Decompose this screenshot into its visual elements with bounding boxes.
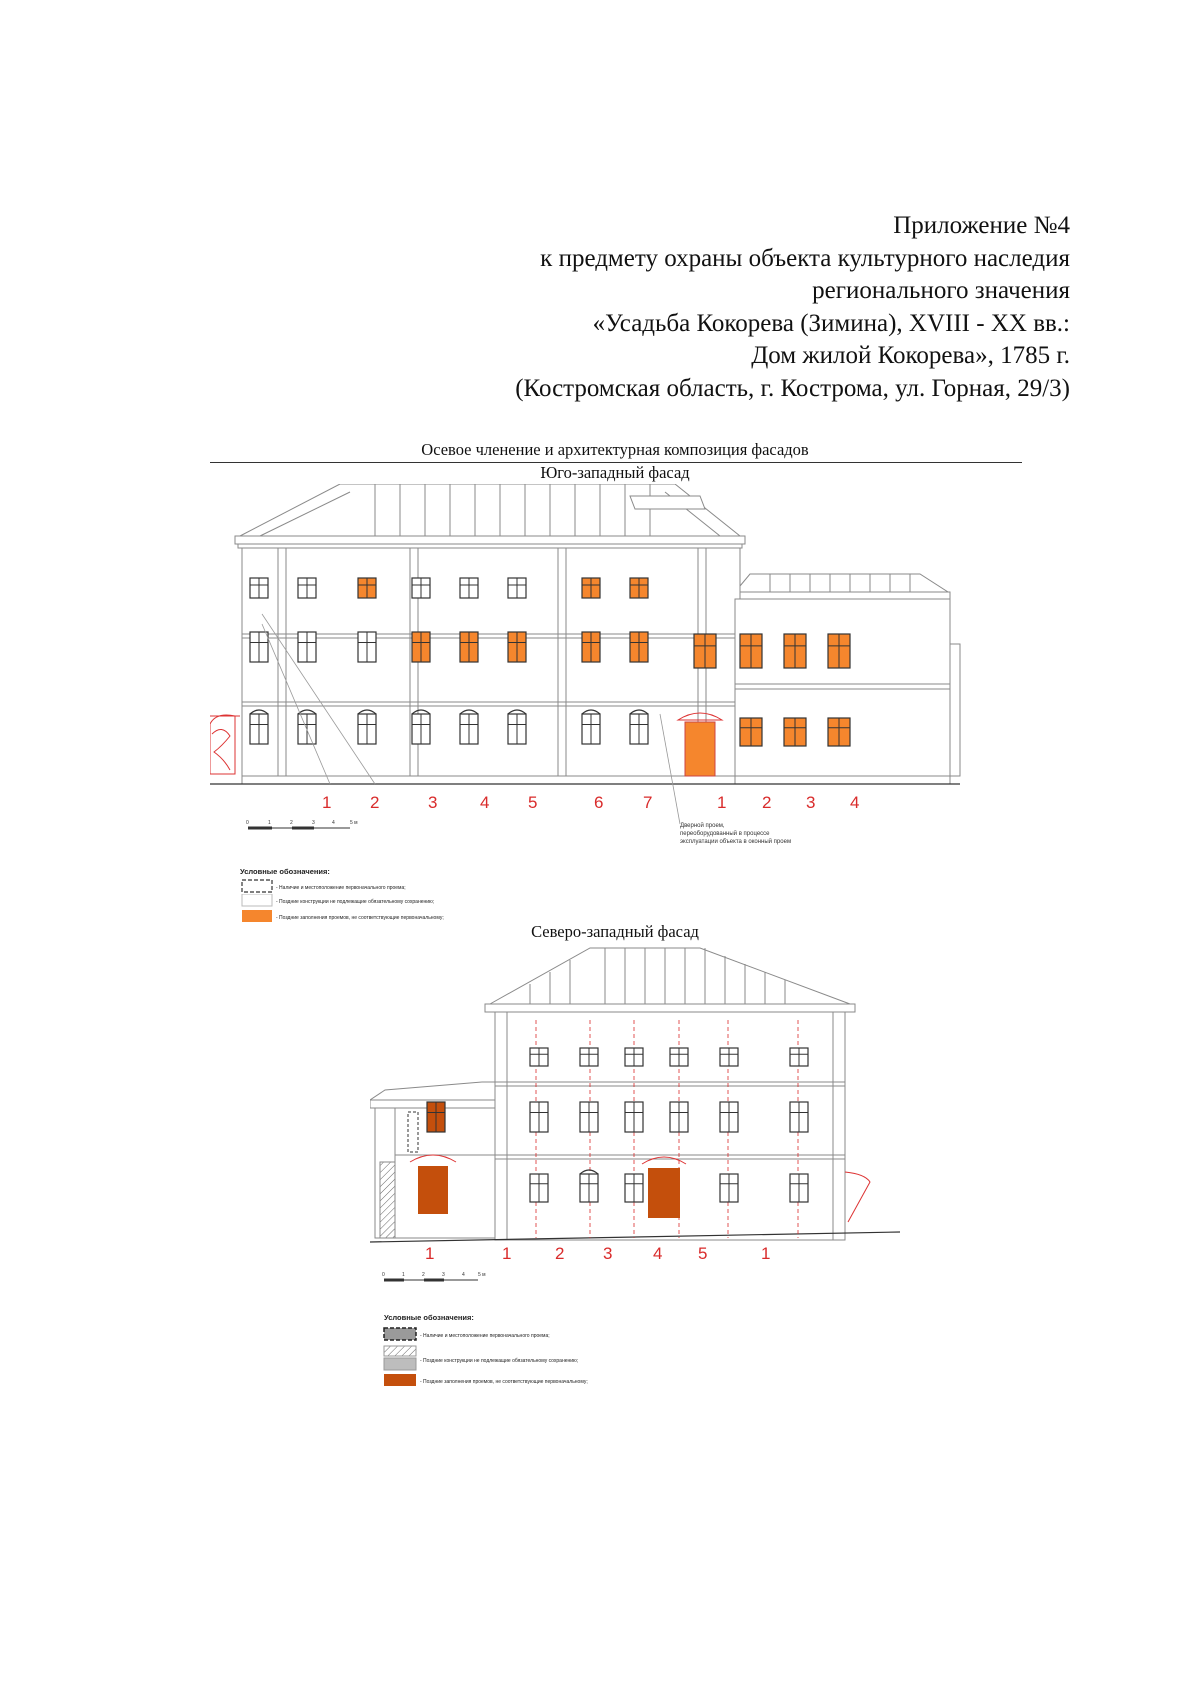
legend-item: - Наличие и местоположение первоначального проема; — [420, 1333, 550, 1339]
header-line: Дом жилой Кокорева», 1785 г. — [751, 342, 1070, 369]
window — [358, 578, 376, 598]
window — [670, 1102, 688, 1132]
window — [358, 710, 376, 744]
window — [460, 710, 478, 744]
scale-tick: 2 — [290, 820, 293, 826]
door — [648, 1168, 680, 1218]
scale-tick: 3 — [312, 820, 315, 826]
window — [625, 1102, 643, 1132]
axis-label: 4 — [480, 793, 490, 812]
window — [582, 710, 600, 744]
appendix-header — [350, 210, 1070, 405]
note-line: эксплуатации объекта в оконный проем — [680, 839, 792, 845]
axis-label: 2 — [555, 1244, 565, 1263]
window — [720, 1174, 738, 1202]
axis-label: 3 — [603, 1244, 613, 1263]
facade-sw-drawing — [210, 484, 990, 894]
legend-item: - Поздние конструкции не подлежащие обязательному сохранению; — [276, 899, 435, 905]
section-title: Осевое членение и архитектурная композиция фасадов — [421, 440, 809, 459]
window — [530, 1174, 548, 1202]
window — [630, 710, 648, 744]
window — [582, 578, 600, 598]
header-line: к предмету охраны объекта культурного наследия — [540, 244, 1070, 272]
scale-tick: 5 м — [478, 1272, 486, 1278]
window — [790, 1048, 808, 1066]
window — [460, 578, 478, 598]
window — [670, 1048, 688, 1066]
legend-item: - Поздние заполнения проемов, не соответствующие первоначальному; — [276, 915, 444, 921]
annex-roof — [732, 574, 950, 599]
scale-bar — [246, 820, 358, 828]
axis-label: 2 — [370, 793, 380, 812]
window — [720, 1048, 738, 1066]
scale-tick: 4 — [332, 820, 335, 826]
window — [828, 718, 850, 746]
legend-sw — [240, 867, 406, 892]
header-line: регионального значения — [812, 277, 1070, 304]
roof — [235, 484, 745, 548]
axis-label: 4 — [653, 1244, 663, 1263]
window — [250, 578, 268, 598]
scale-tick: 0 — [246, 820, 249, 826]
window — [630, 632, 648, 662]
window — [784, 718, 806, 746]
legend-sw-extra — [210, 894, 810, 924]
window — [412, 710, 430, 744]
window — [828, 634, 850, 668]
header-line: (Костромская область, г. Кострома, ул. Горная, 29/3) — [515, 374, 1070, 402]
axis-label: 1 — [425, 1244, 435, 1263]
window — [508, 710, 526, 744]
window — [412, 578, 430, 598]
axis-label: 3 — [428, 793, 438, 812]
door — [685, 722, 715, 776]
window — [460, 632, 478, 662]
window — [250, 710, 268, 744]
legend-item: - Наличие и местоположение первоначального проема; — [276, 885, 406, 891]
axis-label: 6 — [594, 793, 604, 812]
axis-label: 1 — [502, 1244, 512, 1263]
axis-label: 1 — [322, 793, 332, 812]
facade-nw-title: Северо-западный фасад — [531, 922, 699, 941]
window — [530, 1048, 548, 1066]
header-line: «Усадьба Кокорева (Зимина), XVIII - XX вв.: — [592, 309, 1070, 337]
window — [790, 1102, 808, 1132]
window — [250, 632, 268, 662]
window — [625, 1048, 643, 1066]
window — [298, 632, 316, 662]
window — [790, 1174, 808, 1202]
scale-tick: 3 — [442, 1272, 445, 1278]
door — [418, 1166, 448, 1214]
window — [740, 634, 762, 668]
scale-tick: 1 — [402, 1272, 405, 1278]
annex-wall — [735, 599, 960, 784]
window — [412, 632, 430, 662]
conversion-note — [680, 822, 791, 845]
window — [580, 1170, 598, 1202]
left-porch — [210, 715, 240, 774]
window — [298, 578, 316, 598]
window — [358, 632, 376, 662]
scale-tick: 2 — [422, 1272, 425, 1278]
roof — [485, 948, 855, 1012]
window — [508, 632, 526, 662]
note-line: переоборудованный в процессе — [680, 831, 770, 837]
main-wall — [242, 548, 740, 784]
window — [784, 634, 806, 668]
window — [630, 578, 648, 598]
header-line: Приложение №4 — [893, 212, 1070, 239]
window — [694, 634, 716, 668]
axis-label: 5 — [698, 1244, 708, 1263]
window — [580, 1102, 598, 1132]
axis-label: 1 — [717, 793, 727, 812]
scale-tick: 1 — [268, 820, 271, 826]
scale-tick: 0 — [382, 1272, 385, 1278]
axis-label: 3 — [806, 793, 816, 812]
axis-label: 4 — [850, 793, 860, 812]
axis-label: 5 — [528, 793, 538, 812]
legend-nw — [384, 1313, 588, 1386]
window — [740, 718, 762, 746]
window — [530, 1102, 548, 1132]
window — [720, 1102, 738, 1132]
window — [582, 632, 600, 662]
window — [427, 1102, 445, 1132]
window — [625, 1174, 643, 1202]
axis-label: 1 — [761, 1244, 771, 1263]
window — [580, 1048, 598, 1066]
window — [508, 578, 526, 598]
legend-item: - Поздние конструкции не подлежащие обязательному сохранению; — [420, 1358, 579, 1364]
note-line: Дверной проем, — [680, 823, 725, 829]
scale-tick: 4 — [462, 1272, 465, 1278]
axis-label: 2 — [762, 793, 772, 812]
scale-bar — [382, 1272, 486, 1280]
axis-label: 7 — [643, 793, 653, 812]
legend-title: Условные обозначения: — [240, 867, 330, 876]
legend-title: Условные обозначения: — [384, 1313, 474, 1322]
legend-item: - Поздние заполнения проемов, не соответствующие первоначальному; — [420, 1379, 588, 1385]
facade-sw-title: Юго-западный фасад — [540, 463, 690, 482]
scale-tick: 5 м — [350, 820, 358, 826]
facade-nw-drawing — [370, 942, 930, 1392]
